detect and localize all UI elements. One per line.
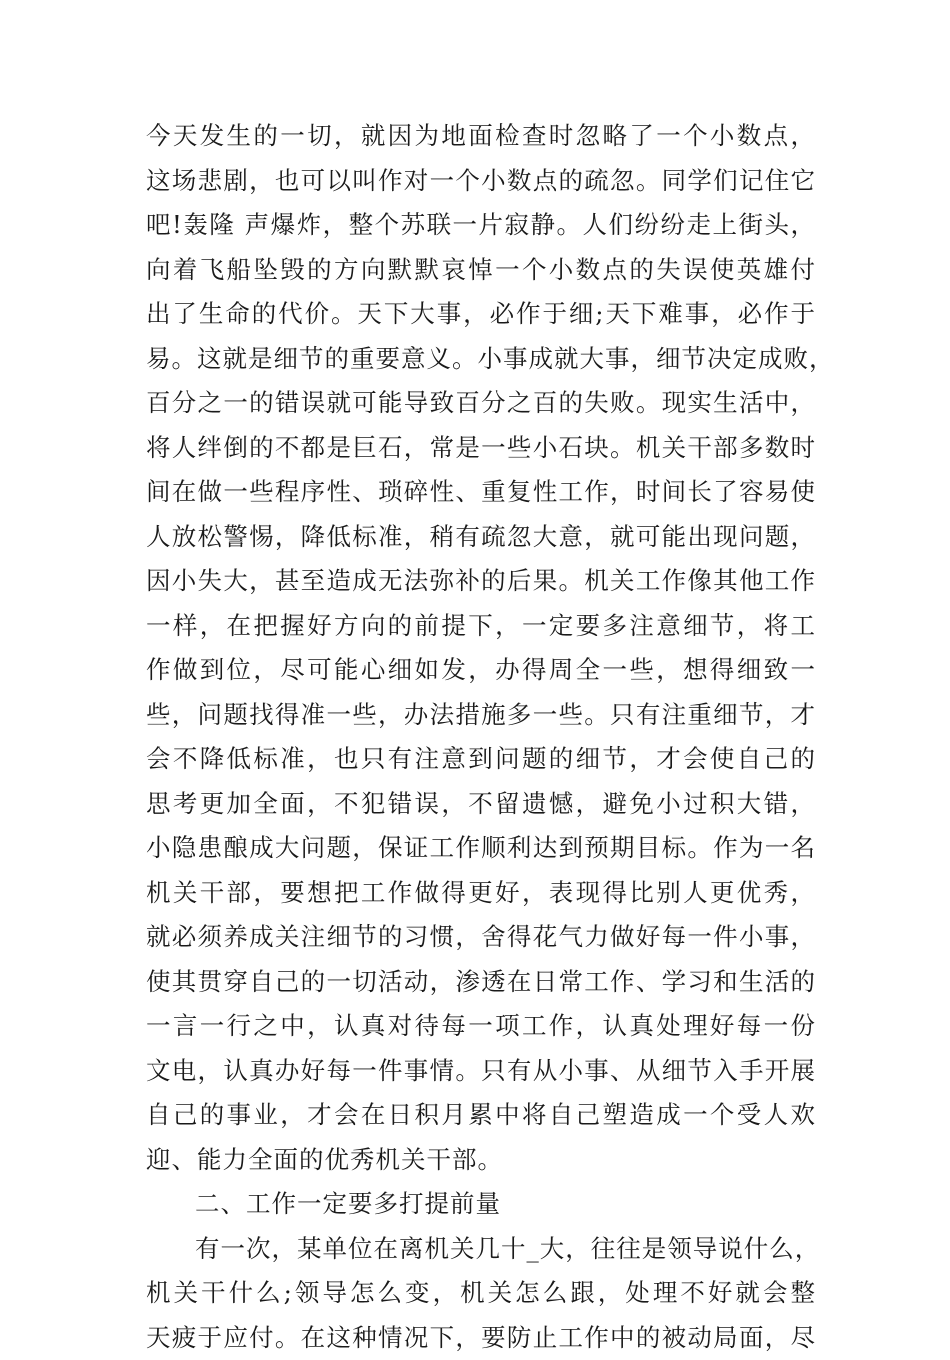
text-line: 机关干部，要想把工作做得更好，表现得比别人更优秀， <box>146 871 816 916</box>
text-line: 今天发生的一切，就因为地面检查时忽略了一个小数点， <box>146 114 816 159</box>
text-line: 小隐患酿成大问题，保证工作顺利达到预期目标。作为一名 <box>146 826 816 871</box>
text-line: 易。这就是细节的重要意义。小事成就大事，细节决定成败， <box>146 337 816 382</box>
text-line: 人放松警惕，降低标准，稍有疏忽大意，就可能出现问题， <box>146 515 816 560</box>
text-line: 将人绊倒的不都是巨石，常是一些小石块。机关干部多数时 <box>146 426 816 471</box>
text-line: 间在做一些程序性、琐碎性、重复性工作，时间长了容易使 <box>146 470 816 515</box>
text-line: 使其贯穿自己的一切活动，渗透在日常工作、学习和生活的 <box>146 960 816 1005</box>
text-line: 因小失大，甚至造成无法弥补的后果。机关工作像其他工作 <box>146 559 816 604</box>
text-line: 百分之一的错误就可能导致百分之百的失败。现实生活中， <box>146 381 816 426</box>
text-line: 迎、能力全面的优秀机关干部。 <box>146 1138 816 1183</box>
text-line: 思考更加全面，不犯错误，不留遗憾，避免小过积大错， <box>146 782 816 827</box>
text-line: 文电，认真办好每一件事情。只有从小事、从细节入手开展 <box>146 1049 816 1094</box>
text-line: 就必须养成关注细节的习惯，舍得花气力做好每一件小事， <box>146 915 816 960</box>
text-line: 吧!轰隆 声爆炸，整个苏联一片寂静。人们纷纷走上街头， <box>146 203 816 248</box>
text-line: 出了生命的代价。天下大事，必作于细;天下难事，必作于 <box>146 292 816 337</box>
text-line: 天疲于应付。在这种情况下，要防止工作中的被动局面，尽 <box>146 1316 816 1360</box>
text-line: 些，问题找得准一些，办法措施多一些。只有注重细节，才 <box>146 693 816 738</box>
text-line: 向着飞船坠毁的方向默默哀悼一个小数点的失误使英雄付 <box>146 248 816 293</box>
text-line: 自己的事业，才会在日积月累中将自己塑造成一个受人欢 <box>146 1093 816 1138</box>
text-line: 这场悲剧，也可以叫作对一个小数点的疏忽。同学们记住它 <box>146 159 816 204</box>
text-line: 一样，在把握好方向的前提下，一定要多注意细节，将工 <box>146 604 816 649</box>
text-line: 机关干什么;领导怎么变，机关怎么跟，处理不好就会整 <box>146 1271 816 1316</box>
text-line: 作做到位，尽可能心细如发，办得周全一些，想得细致一 <box>146 648 816 693</box>
document-body <box>146 114 816 1360</box>
text-line: 有一次，某单位在离机关几十_大，往往是领导说什么， <box>146 1227 816 1272</box>
text-line: 会不降低标准，也只有注意到问题的细节，才会使自己的 <box>146 737 816 782</box>
section-heading: 二、工作一定要多打提前量 <box>146 1182 816 1227</box>
text-line: 一言一行之中，认真对待每一项工作，认真处理好每一份 <box>146 1004 816 1049</box>
